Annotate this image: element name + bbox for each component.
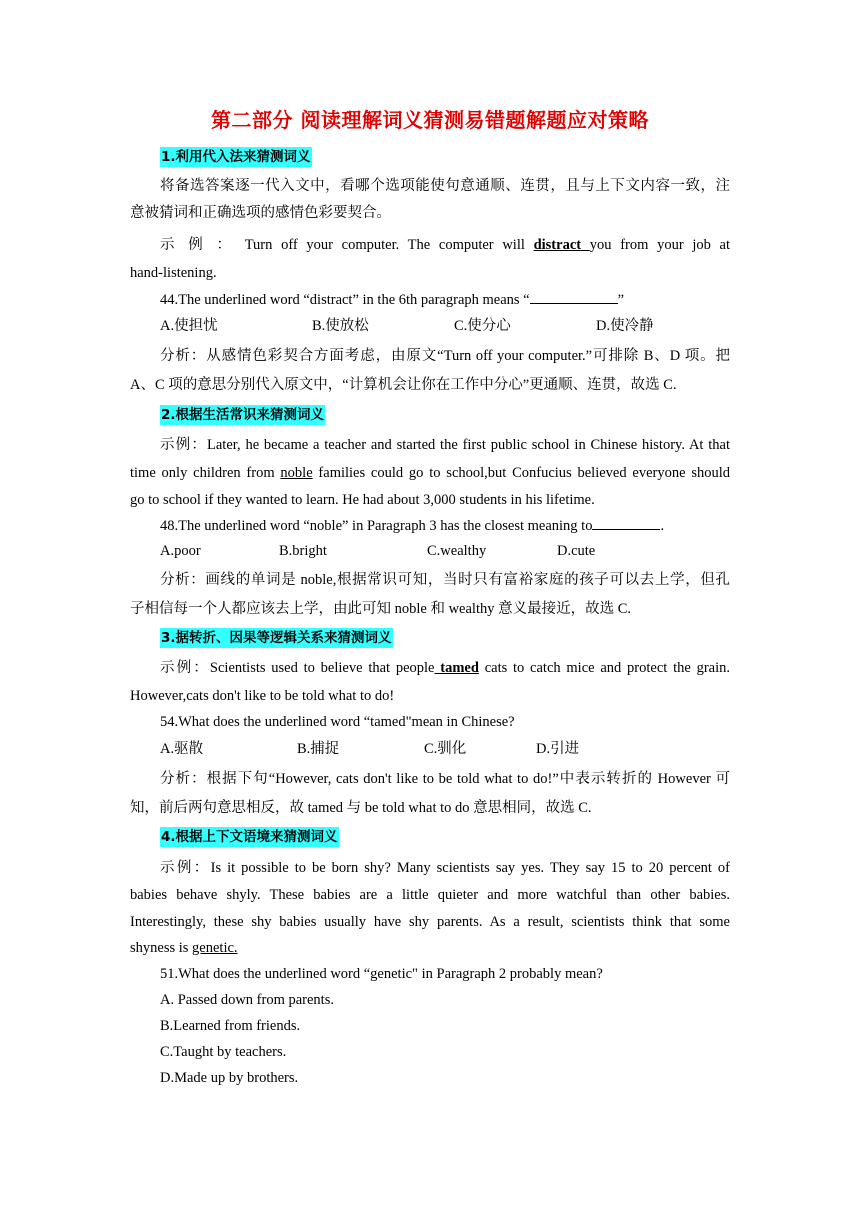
- s4-example-line-2: babies behave shyly. These babies are a little quieter and more watchful than other babies.: [130, 887, 730, 903]
- answer-blank: [592, 515, 660, 530]
- s2-question: 48.The underlined word “noble” in Paragraph 3 has the closest meaning to .: [160, 515, 730, 536]
- option-c: C.使分心: [454, 318, 511, 334]
- page-title: 第二部分 阅读理解词义猜测易错题解题应对策略: [211, 108, 649, 132]
- section-1-heading-line: [160, 147, 730, 167]
- s2-example-line-3: go to school if they wanted to learn. He had about 3,000 students in his lifetime.: [130, 492, 595, 508]
- s2-analysis-line-1: 分析：画线的单词是 noble,根据常识可知，当时只有富裕家庭的孩子可以去上学，但孔: [160, 572, 730, 588]
- s3-analysis-line-2: 知，前后两句意思相反，故 tamed 与 be told what to do 意思相同，故选 C.: [130, 800, 592, 816]
- option-d: D.使冷静: [596, 318, 654, 334]
- option-a: A. Passed down from parents.: [160, 992, 334, 1008]
- underlined-word-distract: distract: [533, 237, 590, 253]
- s2-example-line-1: 示例：Later, he became a teacher and started the first public school in Chinese history. At that: [160, 437, 730, 453]
- option-d: D.Made up by brothers.: [160, 1070, 299, 1086]
- s3-example-line-1: 示例：Scientists used to believe that people tamed cats to catch mice and protect the grain.: [160, 660, 730, 676]
- section-1-heading: 1.利用代入法来猜测词义: [161, 149, 311, 165]
- s1-analysis-line-2: A、C 项的意思分别代入原文中，“计算机会让你在工作中分心”更通顺、连贯，故选 C.: [130, 377, 677, 393]
- s1-paragraph-line-2: 意被猜词和正确选项的感情色彩要契合。: [130, 205, 391, 221]
- option-c: C.Taught by teachers.: [160, 1044, 287, 1060]
- answer-blank: [530, 289, 618, 304]
- s1-example-line-2: hand-listening.: [130, 265, 217, 281]
- s1-question: 44.The underlined word “distract” in the 6th paragraph means “ ”: [160, 289, 730, 310]
- section-3-heading-line: [160, 628, 730, 648]
- option-b: B.Learned from friends.: [160, 1018, 301, 1034]
- option-c: C.驯化: [424, 741, 467, 757]
- underlined-word-genetic: genetic.: [192, 940, 238, 956]
- option-d: D.引进: [536, 741, 580, 757]
- section-3-heading: 3.据转折、因果等逻辑关系来猜测词义: [161, 630, 392, 646]
- option-a: A.使担忧: [160, 318, 218, 334]
- s4-example-line-3: Interestingly, these shy babies usually have shy parents. As a result, scientists think that some: [130, 914, 730, 930]
- s1-example-line-1: 示 例 ： Turn off your computer. The computer will distract you from your job at: [160, 237, 730, 253]
- section-2-heading: 2.根据生活常识来猜测词义: [161, 407, 325, 423]
- option-b: B.使放松: [312, 318, 369, 334]
- option-b: B.捕捉: [297, 741, 340, 757]
- s4-example-line-1: 示例：Is it possible to be born shy? Many scientists say yes. They say 15 to 20 percent of: [160, 860, 730, 876]
- s4-question: 51.What does the underlined word “genetic" in Paragraph 2 probably mean?: [160, 966, 603, 982]
- section-4-heading-line: [160, 827, 730, 847]
- s1-analysis-line-1: 分析：从感情色彩契合方面考虑，由原文“Turn off your computer.”可排除 B、D 项。把: [160, 348, 730, 364]
- s3-question: 54.What does the underlined word “tamed"mean in Chinese?: [160, 714, 515, 730]
- underlined-word-noble: noble: [280, 465, 313, 481]
- option-b: B.bright: [279, 543, 327, 559]
- s2-example-line-2: time only children from noble families could go to school,but Confucius believed everyone should: [130, 465, 730, 481]
- section-2-heading-line: [160, 405, 730, 425]
- s1-paragraph-line-1: 将备选答案逐一代入文中，看哪个选项能使句意通顺、连贯，且与上下文内容一致，注: [160, 178, 730, 194]
- option-a: A.驱散: [160, 741, 204, 757]
- option-a: A.poor: [160, 543, 201, 559]
- underlined-word-tamed: tamed: [434, 660, 479, 676]
- s2-analysis-line-2: 子相信每一个人都应该去上学，由此可知 noble 和 wealthy 意义最接近，故选 C.: [130, 601, 632, 617]
- s3-analysis-line-1: 分析：根据下句“However, cats don't like to be told what to do!”中表示转折的 However 可: [160, 771, 730, 787]
- s4-example-line-4: shyness is genetic.: [130, 940, 238, 956]
- s3-example-line-2: However,cats don't like to be told what to do!: [130, 688, 395, 704]
- option-d: D.cute: [557, 543, 596, 559]
- option-c: C.wealthy: [427, 543, 487, 559]
- section-4-heading: 4.根据上下文语境来猜测词义: [161, 829, 338, 845]
